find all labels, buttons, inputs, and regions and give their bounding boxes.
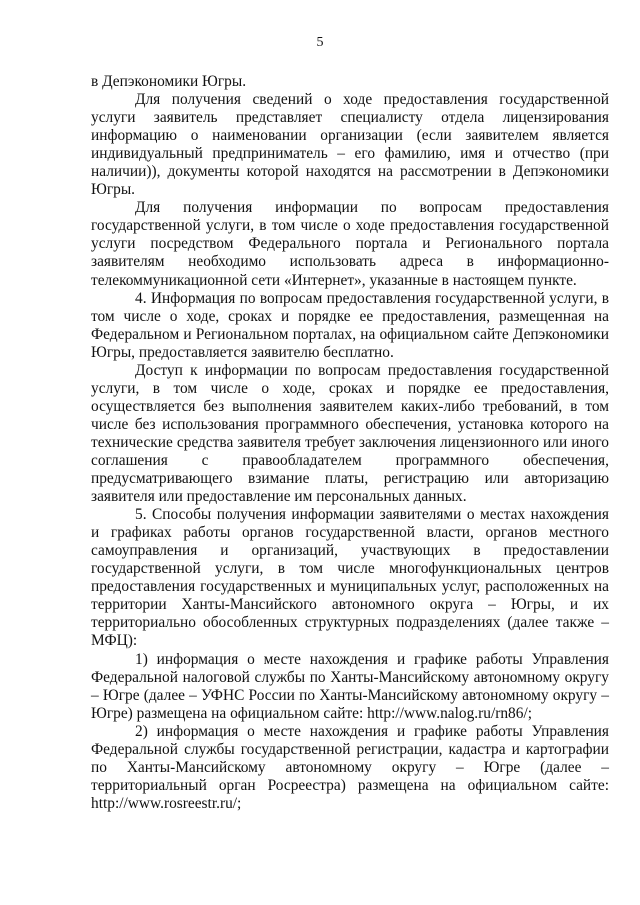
list-item-2: 2) информация о месте нахождения и графике работы Управления Федеральной службы государственной регистрации, кадастра и картографии по Ханты-Мансийскому автономному округу – Югре (далее – территориальный орган Росреестра) размещена на официальном сайте: http://www.rosreestr.ru/; <box>91 722 609 812</box>
paragraph-free-access: Доступ к информации по вопросам предоставления государственной услуги, в том числе о ходе, сроках и порядке ее предоставления, осуществляется без выполнения заявителем каких-либо требований, в том числе без использования программного обеспечения, установка которого на технические средства заявителя требует заключения лицензионного или иного соглашения с правообладателем программного обеспечения, предусматривающего взимание платы, регистрацию или авторизацию заявителя или предоставление им персональных данных. <box>91 361 609 506</box>
document-body <box>91 73 609 813</box>
paragraph-item-4: 4. Информация по вопросам предоставления государственной услуги, в том числе о ходе, сроках и порядке ее предоставления, размещенная на Федеральном и Региональном порталах, на официальном сайте Депэкономики Югры, предоставляется заявителю бесплатно. <box>91 289 609 361</box>
paragraph-portal-info: Для получения информации по вопросам предоставления государственной услуги, в том числе о ходе предоставления государственной услуги посредством Федерального портала и Регионального портала заявителям необходимо использовать адреса в информационно-телекоммуникационной сети «Интернет», указанные в настоящем пункте. <box>91 199 609 289</box>
paragraph-item-5: 5. Способы получения информации заявителями о местах нахождения и графиках работы органов государственной власти, органов местного самоуправления и организаций, участвующих в предоставлении государственной услуги, в том числе многофункциональных центров предоставления государственных и муниципальных услуг, расположенных на территории Ханты-Мансийского автономного округа – Югры, и их территориально обособленных структурных подразделениях (далее также – МФЦ): <box>91 506 609 650</box>
list-item-1: 1) информация о месте нахождения и графике работы Управления Федеральной налоговой службы по Ханты-Мансийскому автономному округу – Югре (далее – УФНС России по Ханты-Мансийскому автономному округу – Югре) размещена на официальном сайте: http://www.nalog.ru/rn86/; <box>91 650 609 722</box>
paragraph-continuation: в Депэкономики Югры. <box>91 73 247 90</box>
paragraph-status-request: Для получения сведений о ходе предоставления государственной услуги заявитель представляет специалисту отдела лицензирования информацию о наименовании организации (если заявителем является индивидуальный предприниматель – его фамилию, имя и отчество (при наличии)), документы которой находятся на рассмотрении в Депэкономики Югры. <box>91 91 609 199</box>
page-number: 5 <box>316 35 324 50</box>
